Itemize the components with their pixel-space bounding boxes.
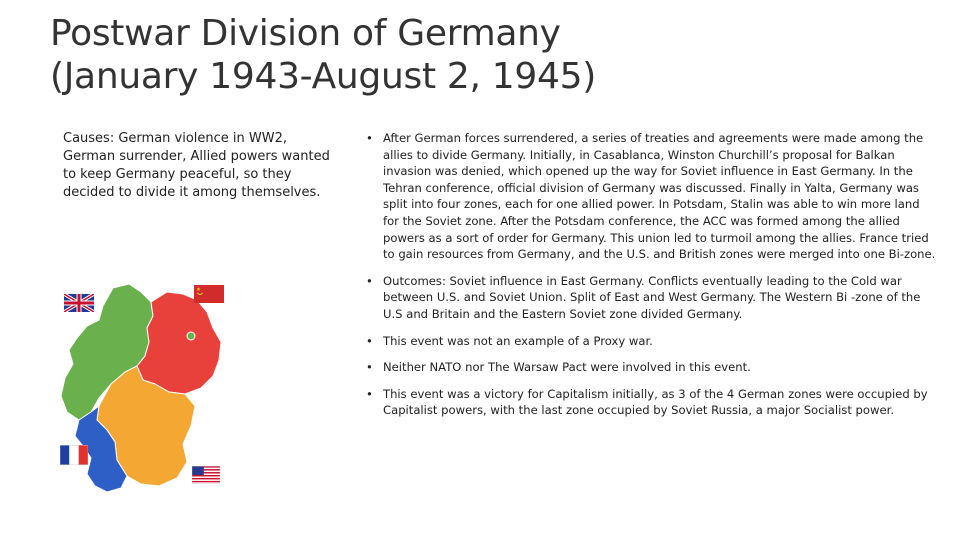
bullet-marker: • [366,360,373,375]
bullet-marker: • [366,333,373,348]
bullet-item-proxy-war [365,333,937,350]
bullet-item-nato [365,359,937,376]
bullet-list [365,130,937,429]
causes-text: Causes: German violence in WW2, German surrender, Allied powers wanted to keep Germany peaceful, so they decided to divide it among themselves. [63,131,330,200]
bullet-item-treaties [365,130,937,263]
bullet-item-outcomes [365,273,937,323]
bullet-text: This event was a victory for Capitalism initially, as 3 of the 4 German zones were occupied by Capitalist powers, with the last zone occupied by Soviet Russia, a major Socialist power. [383,386,928,418]
title-line-2: (January 1943-August 2, 1945) [50,56,596,97]
uk-flag-icon [64,294,94,312]
bullet-text: After German forces surrendered, a series of treaties and agreements were made among the allies to divide Germany. Initially, in Casablanca, Winston Churchill’s proposal for Balkan invasion was denied, which opened up the way for Soviet influence in East Germany. In the Tehran conference, official division of Germany was discussed. Finally in Yalta, Germany was split into four zones, each for one allied power. In Potsdam, Stalin was able to win more land for the Soviet zone. After the Potsdam conference, the ACC was formed among the allied powers as a sort of order for Germany. This union led to turmoil among the allies. France tried to gain resources from Germany, and the U.S. and British zones were merged into one Bi-zone. [383,131,936,262]
title-line-1: Postwar Division of Germany [50,13,561,54]
bullet-item-capitalism [365,386,937,419]
us-flag-icon [192,466,220,484]
bullet-marker: • [366,131,373,145]
slide-title [50,12,670,98]
berlin-marker [187,332,195,340]
bullet-marker: • [366,386,373,401]
bullet-text: This event was not an example of a Proxy war. [383,333,653,348]
bullet-text: Outcomes: Soviet influence in East Germany. Conflicts eventually leading to the Cold war between U.S. and Soviet Union. Split of East and West Germany. The Western Bi -zone of the U.S and Britain and the Eastern Soviet zone divided Germany. [383,273,921,321]
bullet-marker: • [366,273,373,288]
french-flag-icon [60,445,88,465]
soviet-flag-icon [194,285,224,303]
bullet-text: Neither NATO nor The Warsaw Pact were involved in this event. [383,360,751,375]
